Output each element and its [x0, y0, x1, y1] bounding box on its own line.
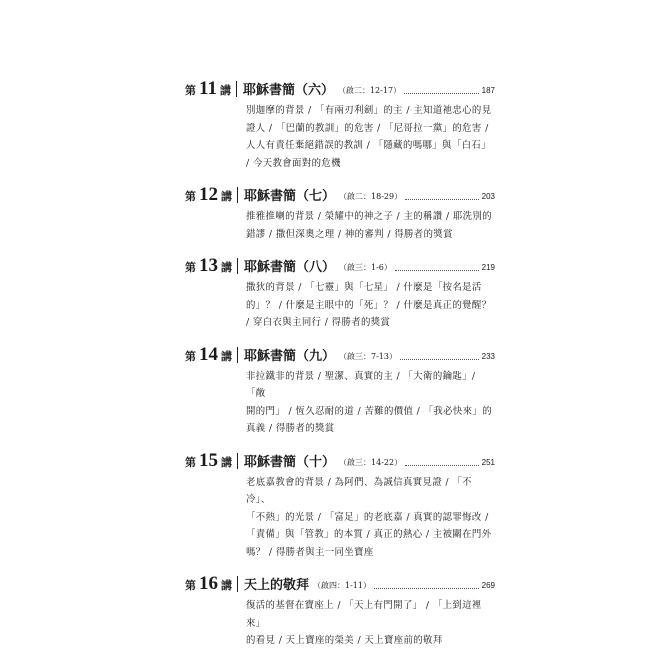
summary-line: 人人有責任棄絕錯誤的教訓 / 「隱藏的嗎哪」與「白石」 [246, 140, 491, 151]
page-number: 203 [481, 192, 495, 201]
page-number: 233 [481, 351, 495, 361]
summary-line: 老底嘉教會的背景 / 為阿們、為誠信真實見證 / 「不冷」、 [246, 476, 472, 505]
lecture-suffix: 講 [221, 349, 232, 363]
lecture-summary [246, 102, 495, 172]
divider [237, 187, 238, 203]
dot-leader [400, 359, 479, 360]
summary-line: 復活的基督在寶座上 / 「天上有門開了」 / 「上到這裡來」 [246, 600, 482, 629]
lecture-title: 耶穌書簡（六） [242, 83, 334, 98]
summary-line: 開的門」 / 恆久忍耐的道 / 苦難的價值 / 「我必快來」的 [246, 405, 493, 417]
toc-entry-header[interactable] [185, 446, 495, 470]
lecture-summary [246, 208, 495, 243]
lecture-suffix: 講 [221, 455, 232, 469]
lecture-title: 天上的敬拜 [244, 578, 310, 593]
divider [237, 258, 238, 274]
summary-line: 錯謬 / 撒但深奧之理 / 神的審判 / 得勝者的獎賞 [246, 228, 453, 240]
toc-entry-header[interactable] [185, 340, 495, 364]
lecture-summary [246, 597, 495, 650]
lecture-prefix: 第 [185, 84, 196, 97]
divider [237, 576, 238, 592]
scripture-reference: （啟二：18-29） [339, 192, 403, 201]
page-number: 219 [481, 263, 495, 272]
lecture-suffix: 講 [219, 84, 231, 97]
lecture-number: 15 [199, 449, 218, 471]
summary-line: 撒狄的背景 / 「七靈」與「七星」 / 什麼是「按名是活 [246, 282, 482, 293]
toc-entry-12 [185, 180, 495, 243]
summary-line: / 穿白衣與主同行 / 得勝者的獎賞 [246, 317, 391, 328]
scripture-reference: （啟三：1-6） [339, 263, 392, 272]
toc-entry-13 [185, 251, 495, 332]
lecture-number: 12 [199, 184, 218, 205]
page-number: 269 [481, 581, 495, 590]
lecture-summary [246, 474, 495, 562]
lecture-title: 耶穌書簡（八） [244, 260, 336, 275]
summary-line: 別迦摩的背景 / 「有兩刃利劍」的主 / 主知道祂忠心的見 [246, 105, 492, 116]
scripture-reference: （啟二：12-17） [337, 86, 402, 95]
toc-entry-14 [185, 340, 495, 438]
lecture-prefix: 第 [185, 190, 196, 203]
lecture-prefix: 第 [185, 349, 196, 363]
toc-entry-11 [185, 74, 495, 172]
summary-line: 嗎？ / 得勝者與主一同坐寶座 [246, 546, 374, 558]
lecture-number: 11 [199, 78, 217, 99]
toc-entry-header[interactable] [185, 74, 495, 98]
toc-entry-15 [185, 446, 495, 562]
dot-leader [405, 199, 479, 200]
divider [237, 347, 238, 363]
dot-leader [395, 270, 479, 271]
toc-entry-16 [185, 569, 495, 650]
summary-line: 「不熱」的光景 / 「富足」的老底嘉 / 真實的認罪悔改 / [246, 511, 489, 523]
toc-entry-header[interactable] [185, 251, 495, 275]
dot-leader [404, 93, 479, 94]
lecture-summary [246, 368, 495, 438]
summary-line: 推雅推喇的背景 / 榮耀中的神之子 / 主的稱讚 / 耶洗別的 [246, 211, 493, 222]
page-number: 251 [481, 457, 495, 467]
lecture-title: 耶穌書簡（九） [244, 348, 336, 364]
summary-line: 的看見 / 天上寶座的榮美 / 天上寶座前的敬拜 [246, 635, 443, 646]
summary-line: 的」？ / 什麼是主眼中的「死」？ / 什麼是真正的覺醒？ [246, 299, 492, 311]
divider [236, 81, 237, 97]
summary-line: 證人 / 「巴蘭的教訓」的危害 / 「尼哥拉一黨」的危害 / [246, 122, 489, 134]
toc-entry-header[interactable] [185, 180, 495, 204]
scripture-reference: （啟四：1-11） [313, 581, 371, 590]
lecture-suffix: 講 [221, 261, 232, 274]
toc-entry-header[interactable] [185, 569, 495, 593]
lecture-prefix: 第 [185, 455, 196, 469]
lecture-number: 16 [199, 573, 218, 594]
scripture-reference: （啟三：7-13） [339, 351, 397, 361]
lecture-number: 13 [199, 255, 218, 276]
lecture-suffix: 講 [221, 190, 232, 203]
divider [237, 453, 238, 469]
lecture-prefix: 第 [185, 579, 196, 592]
summary-line: / 今天教會面對的危機 [246, 157, 341, 169]
lecture-suffix: 講 [221, 579, 232, 592]
summary-line: 非拉鐵非的背景 / 聖潔、真實的主 / 「大衛的鑰匙」/ 「敞 [246, 370, 476, 399]
lecture-prefix: 第 [185, 261, 196, 274]
summary-line: 「責備」與「管教」的本質 / 真正的熱心 / 主被關在門外 [246, 529, 492, 540]
page-number: 187 [481, 86, 495, 95]
lecture-summary [246, 279, 495, 332]
dot-leader [374, 588, 479, 589]
lecture-number: 14 [199, 343, 218, 365]
scripture-reference: （啟三：14-22） [339, 457, 403, 467]
dot-leader [405, 465, 479, 466]
lecture-title: 耶穌書簡（十） [244, 454, 336, 470]
lecture-title: 耶穌書簡（七） [244, 189, 336, 204]
summary-line: 真義 / 得勝者的獎賞 [246, 423, 335, 434]
